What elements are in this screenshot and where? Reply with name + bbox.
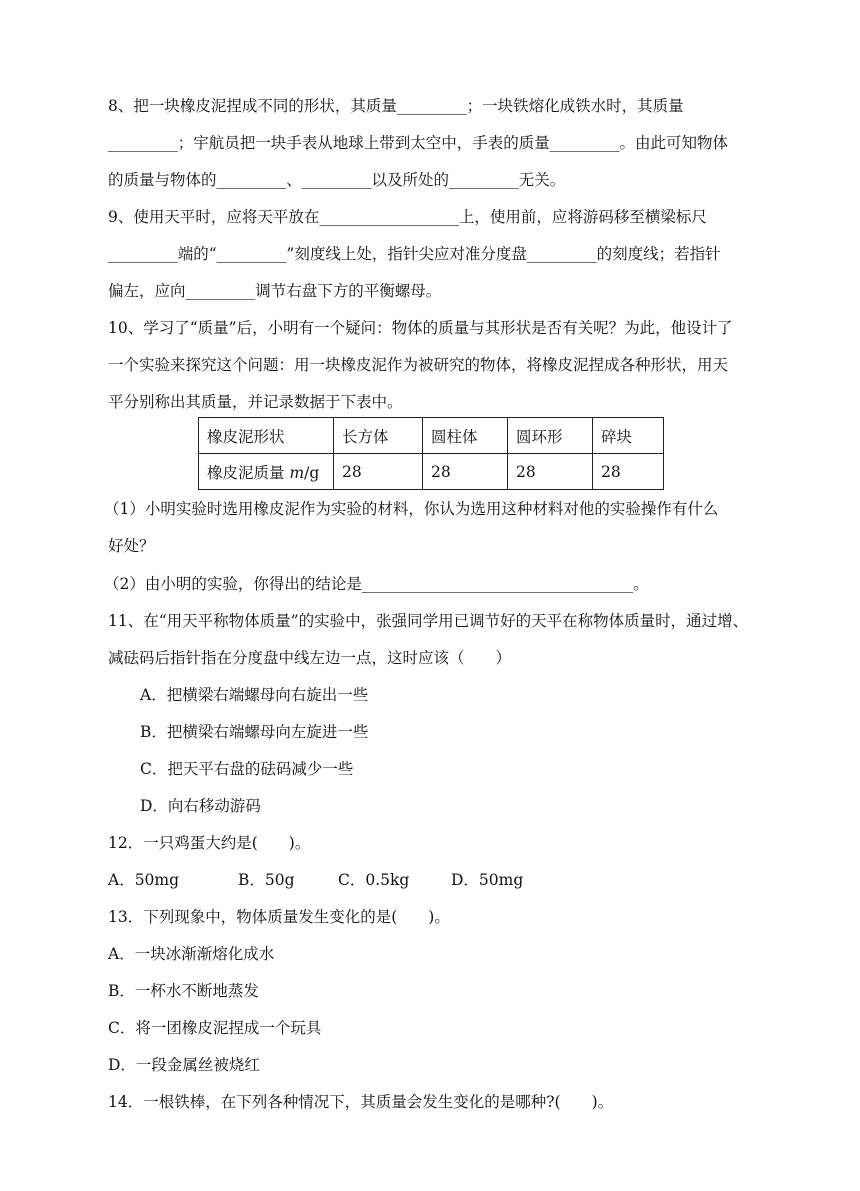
q9-line-2: _________端的“_________”刻度线上处，指针尖应对准分度盘_________的刻度线；若指针 <box>108 245 721 263</box>
q12-option-c: C．0.5kg <box>338 871 410 889</box>
table-cell: 28 <box>508 454 593 490</box>
clay-mass-table <box>198 417 664 490</box>
table-cell: 28 <box>423 454 508 490</box>
q11-option-c: C．把天平右盘的砝码减少一些 <box>140 760 354 778</box>
q8-line-3: 的质量与物体的_________、_________以及所处的_________无关。 <box>108 171 566 189</box>
q8-line-2: _________；宇航员把一块手表从地球上带到太空中，手表的质量_________。由此可知物体 <box>108 134 729 152</box>
q11-option-b: B．把横梁右端螺母向左旋进一些 <box>140 723 369 741</box>
table-row <box>199 454 664 490</box>
row-label-unit: /g <box>304 463 320 482</box>
q13-option-a: A．一块冰渐渐熔化成水 <box>108 945 275 963</box>
q10-sub1-line-2: 好处？ <box>108 537 155 555</box>
q13-option-d: D．一段金属丝被烧红 <box>108 1056 260 1074</box>
table-header-row <box>199 418 664 454</box>
q11-line-1: 11、在“用天平称物体质量”的实验中，张强同学用已调节好的天平在称物体质量时，通过增、 <box>108 612 749 630</box>
q12-stem: 12．一只鸡蛋大约是( )。 <box>108 834 311 852</box>
q12-option-b: B．50g <box>238 871 295 889</box>
q11-line-2: 减砝码后指针指在分度盘中线左边一点，这时应该（ ） <box>108 649 512 667</box>
q13-option-b: B．一杯水不断地蒸发 <box>108 982 259 1000</box>
q10-line-3: 平分别称出其质量，并记录数据于下表中。 <box>108 393 403 411</box>
q9-line-1: 9、使用天平时，应将天平放在__________________上，使用前，应将游码移至横梁标尺 <box>108 208 707 226</box>
q13-option-c: C．将一团橡皮泥捏成一个玩具 <box>108 1019 322 1037</box>
table-cell: 橡皮泥形状 <box>199 418 334 454</box>
q11-option-a: A．把横梁右端螺母向右旋出一些 <box>140 686 369 704</box>
table-cell: 长方体 <box>334 418 423 454</box>
table-cell: 碎块 <box>593 418 664 454</box>
q10-sub2: （2）由小明的实验，你得出的结论是___________________________________。 <box>104 575 649 593</box>
q10-sub1-line-1: （1）小明实验时选用橡皮泥作为实验的材料，你认为选用这种材料对他的实验操作有什么 <box>104 500 719 518</box>
q9-line-3: 偏左，应向_________调节右盘下方的平衡螺母。 <box>108 282 442 300</box>
q12-options <box>108 870 758 890</box>
table-row-label <box>199 454 334 490</box>
q13-stem: 13．下列现象中，物体质量发生变化的是( )。 <box>108 908 450 926</box>
q12-option-a: A．50mg <box>108 871 180 889</box>
q11-option-d: D．向右移动游码 <box>140 797 261 815</box>
q14-stem: 14．一根铁棒，在下列各种情况下，其质量会发生变化的是哪种?( )。 <box>108 1093 614 1111</box>
table-cell: 圆环形 <box>508 418 593 454</box>
table-cell: 28 <box>593 454 664 490</box>
table-cell: 圆柱体 <box>423 418 508 454</box>
row-label-prefix: 橡皮泥质量 <box>207 463 290 482</box>
q8-line-1: 8、把一块橡皮泥捏成不同的形状，其质量_________；一块铁熔化成铁水时，其质量 <box>108 97 684 115</box>
q10-line-1: 10、学习了“质量”后，小明有一个疑问：物体的质量与其形状是否有关呢？为此，他设计了 <box>108 319 733 337</box>
row-label-var: m <box>289 463 305 482</box>
q10-line-2: 一个实验来探究这个问题：用一块橡皮泥作为被研究的物体，将橡皮泥捏成各种形状，用天 <box>108 356 729 374</box>
table-cell: 28 <box>334 454 423 490</box>
q12-option-d: D．50mg <box>451 871 524 889</box>
